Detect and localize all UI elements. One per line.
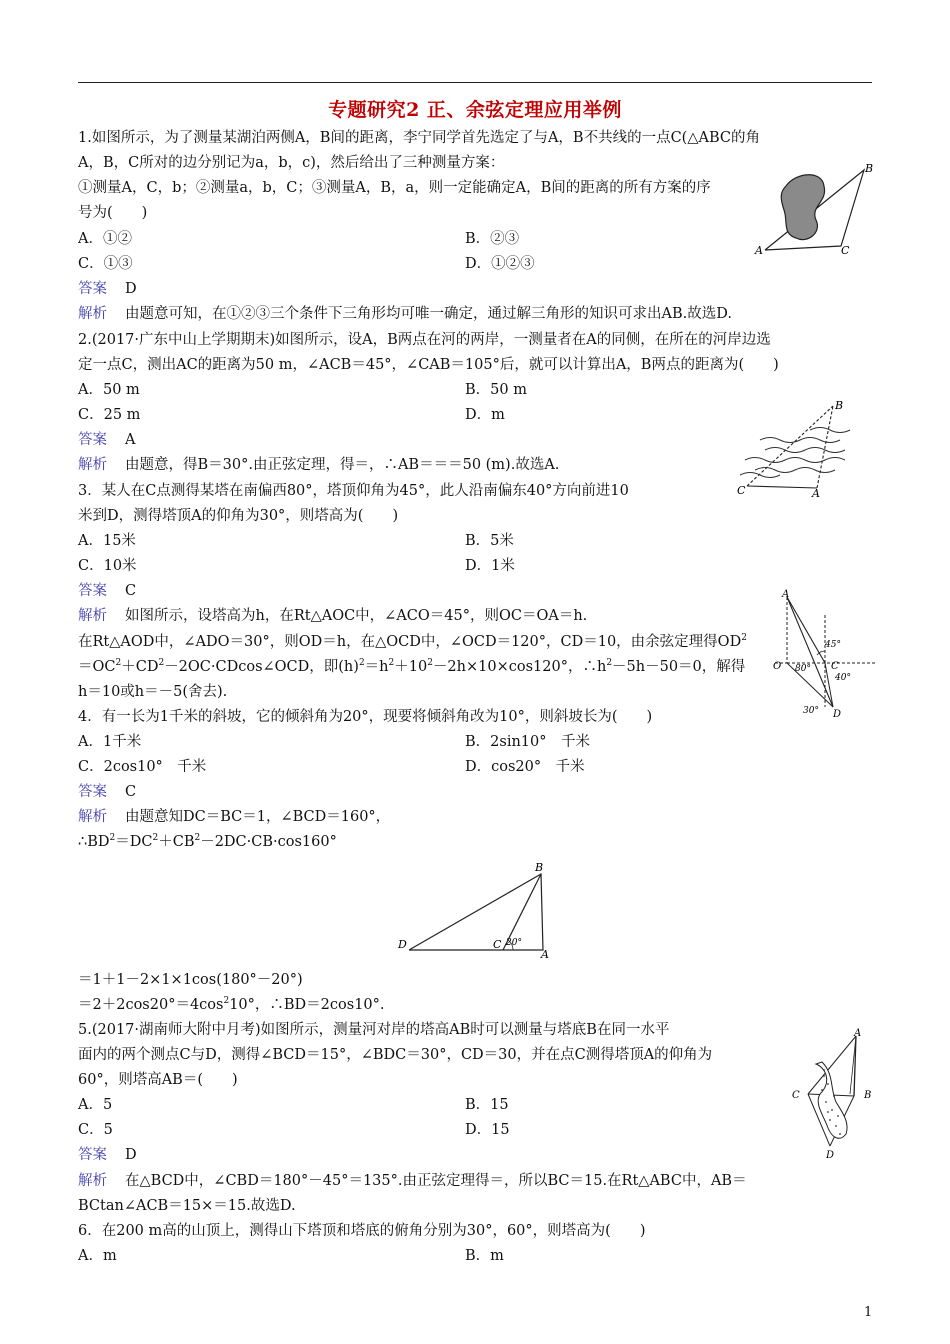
explanation-label: 解析 <box>78 457 107 473</box>
answer-label: 答案 <box>78 583 107 599</box>
explanation-label: 解析 <box>78 306 107 322</box>
fig3-angle-30: 30° <box>803 706 819 716</box>
page-number: 1 <box>864 1305 873 1320</box>
q5-option-c: C．5 <box>78 1122 113 1138</box>
fig2-label-a: A <box>812 487 820 500</box>
q1-line2: A，B，C所对的边分别记为a，b，c)，然后给出了三种测量方案： <box>78 155 505 171</box>
q2-option-b: B．50 m <box>465 382 527 398</box>
q6-option-a: A．m <box>78 1248 117 1264</box>
q3-option-c: C．10米 <box>78 558 137 574</box>
q5-option-d: D．15 <box>465 1122 510 1138</box>
q2-line2: 定一点C，测出AC的距离为50 m，∠ACB＝45°，∠CAB＝105°后，就可以计算出A，B两点的距离为( ) <box>78 357 779 373</box>
q3-explanation-4: h＝10或h＝－5(舍去). <box>78 684 228 700</box>
fig4-label-a: A <box>541 948 549 961</box>
fig4-angle-20: 20° <box>506 938 522 948</box>
q4-explanation-3: ＝1＋1－2×1×1cos(180°－20°) <box>78 972 303 988</box>
fig1-label-c: C <box>841 244 850 257</box>
q2-explanation <box>78 455 559 475</box>
figure-tower-angles <box>767 585 880 720</box>
q4-option-c: C．2cos10° 千米 <box>78 759 207 775</box>
answer-label: 答案 <box>78 1147 107 1163</box>
fig1-label-a: A <box>755 244 763 257</box>
q3-explanation-3: $=OC^2+CD^2-2OC\cdot CDcos\angle OCD$，即$(h)^2=h^2+10^2-2h\times 10\times\cos 120^\circ$，$\therefore h^2-5h-50=0$，解得 <box>78 658 746 675</box>
q3-option-b: B．5米 <box>465 533 514 549</box>
q3-line2: 米到D，测得塔顶A的仰角为30°，则塔高为( ) <box>78 508 399 524</box>
q5-line2: 面内的两个测点C与D，测得∠BCD＝15°，∠BDC＝30°，CD＝30，并在点C测得塔顶A的仰角为 <box>78 1047 713 1063</box>
fig3-label-o: O <box>773 661 782 672</box>
answer-label: 答案 <box>78 784 107 800</box>
fig4-label-b: B <box>535 861 544 874</box>
q1-option-d: D．①②③ <box>465 256 535 272</box>
q4-explanation-2: $\therefore BD^2=DC^2+CB^2-2DC\cdot CB\cdot\cos 160^\circ$ <box>78 833 337 850</box>
q1-option-c: C．①③ <box>78 256 133 272</box>
figure-river <box>735 398 860 500</box>
q3-explanation-2: 在Rt△AOD中，∠ADO＝30°，则OD＝h，在△OCD中，∠OCD＝120°，CD＝10，由余弦定理得$OD^2$ <box>78 633 747 650</box>
q4-option-a: A．1千米 <box>78 734 142 750</box>
q2-answer <box>78 430 135 450</box>
q1-option-a: A．①② <box>78 231 132 247</box>
q4-line1: 4．有一长为1千米的斜坡，它的倾斜角为20°，现要将倾斜角改为10°，则斜坡长为( ) <box>78 709 653 725</box>
figure-slope <box>395 858 560 962</box>
q2-line1: 2.(2017·广东中山上学期期末)如图所示，设A，B两点在河的两岸，一测量者在A的同侧，在所在的河岸边选 <box>78 332 771 348</box>
q1-option-b: B．②③ <box>465 231 520 247</box>
fig4-label-d: D <box>398 938 407 951</box>
q1-answer <box>78 279 137 299</box>
fig5-label-d: D <box>826 1150 835 1161</box>
q1-line3: ①测量A，C，b；②测量a，b，C；③测量A，B，a，则一定能确定A，B间的距离的所有方案的序 <box>78 180 711 196</box>
q3-answer <box>78 581 136 601</box>
q1-explanation <box>78 304 732 324</box>
q5-line1: 5.(2017·湖南师大附中月考)如图所示，测量河对岸的塔高AB时可以测量与塔底B在同一水平 <box>78 1022 670 1038</box>
answer-value: A <box>125 432 136 448</box>
fig3-angle-45: 45° <box>825 640 841 650</box>
answer-value: D <box>125 281 137 297</box>
fig3-label-c: C <box>831 661 839 672</box>
page-title: 专题研究2 正、余弦定理应用举例 <box>328 99 622 121</box>
q1-line4: 号为( ) <box>78 205 148 221</box>
q3-explanation-1 <box>78 606 587 626</box>
fig3-label-a: A <box>782 589 790 600</box>
explanation-label: 解析 <box>78 608 107 624</box>
fig3-label-d: D <box>833 709 842 720</box>
answer-value: C <box>125 784 137 800</box>
explanation-label: 解析 <box>78 809 107 825</box>
q6-option-b: B．m <box>465 1248 504 1264</box>
q5-option-b: B．15 <box>465 1097 509 1113</box>
fig3-angle-40: 40° <box>835 673 851 683</box>
q2-option-c: C．25 m <box>78 407 141 423</box>
fig2-label-c: C <box>737 484 746 497</box>
explanation-text: 在△BCD中，∠CBD＝180°－45°＝135°.由正弦定理得＝，所以BC＝15.在Rt△ABC中，AB＝ <box>125 1173 747 1189</box>
explanation-label: 解析 <box>78 1173 107 1189</box>
q4-option-d: D．cos20° 千米 <box>465 759 585 775</box>
q4-explanation-1 <box>78 807 390 827</box>
explanation-text: 如图所示，设塔高为h，在Rt△AOC中，∠ACO＝45°，则OC＝OA＝h. <box>125 608 588 624</box>
answer-label: 答案 <box>78 281 107 297</box>
explanation-text: 由题意可知，在①②③三个条件下三角形均可唯一确定，通过解三角形的知识可求出AB.故选D. <box>125 306 732 322</box>
fig3-angle-80: 80° <box>795 664 811 674</box>
figure-river-tower <box>788 1024 880 1162</box>
fig5-label-b: B <box>864 1090 872 1101</box>
answer-label: 答案 <box>78 432 107 448</box>
explanation-text: 由题意，得B＝30°.由正弦定理，得＝，∴AB＝＝＝50 (m).故选A. <box>125 457 560 473</box>
q5-line3: 60°，则塔高AB＝( ) <box>78 1072 238 1088</box>
fig5-label-a: A <box>854 1028 862 1039</box>
q5-explanation-1 <box>78 1171 747 1191</box>
q2-option-d: D．m <box>465 407 505 423</box>
q5-option-a: A．5 <box>78 1097 113 1113</box>
q3-option-d: D．1米 <box>465 558 515 574</box>
answer-value: D <box>125 1147 137 1163</box>
q3-option-a: A．15米 <box>78 533 136 549</box>
fig1-label-b: B <box>865 162 874 175</box>
answer-value: C <box>125 583 137 599</box>
header-rule <box>78 82 872 83</box>
q4-option-b: B．2sin10° 千米 <box>465 734 590 750</box>
fig5-label-c: C <box>792 1090 800 1101</box>
explanation-text: 由题意知DC＝BC＝1，∠BCD＝160°， <box>125 809 391 825</box>
q2-option-a: A．50 m <box>78 382 140 398</box>
q4-explanation-4: $=2+2\cos 20^\circ=4\cos^210^\circ$，∴BD＝2cos10°. <box>78 996 385 1013</box>
figure-lake <box>752 158 880 262</box>
fig4-label-c: C <box>493 938 502 951</box>
fig2-label-b: B <box>835 399 844 412</box>
q5-explanation-2: BCtan∠ACB＝15×＝15.故选D. <box>78 1198 296 1214</box>
q6-line1: 6．在200 m高的山顶上，测得山下塔顶和塔底的俯角分别为30°，60°，则塔高为( ) <box>78 1223 646 1239</box>
q5-answer <box>78 1145 137 1165</box>
q3-line1: 3．某人在C点测得某塔在南偏西80°，塔顶仰角为45°，此人沿南偏东40°方向前进10 <box>78 483 629 499</box>
q1-line1: 1.如图所示，为了测量某湖泊两侧A，B间的距离，李宁同学首先选定了与A，B不共线的一点C(△ABC的角 <box>78 130 760 146</box>
q4-answer <box>78 782 136 802</box>
